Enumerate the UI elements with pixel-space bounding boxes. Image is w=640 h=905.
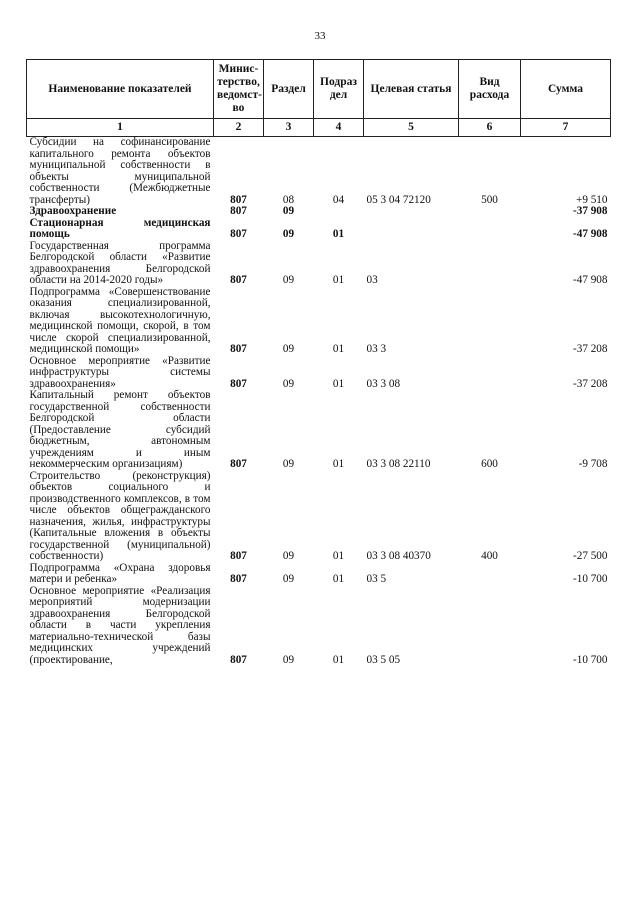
subsection-code: 01 (332, 550, 345, 562)
header-row (27, 60, 611, 119)
indicator-name: Субсидии на софинансирование капитального ремонта объектов муниципальной собственности в объекты муниципальной собственности (Межбюджетные трансферты) (29, 136, 211, 206)
page-number: 33 (314, 30, 326, 42)
subsection-code: 01 (332, 377, 345, 390)
expense-type (459, 563, 521, 586)
header-sum: Сумма (521, 60, 611, 119)
target-article: 03 3 08 (366, 377, 401, 390)
expense-type (459, 218, 521, 241)
indicator-name: Основное мероприятие «Развитие инфраструктуры системы здравоохранения» (29, 354, 211, 390)
ministry-code: 807 (230, 653, 247, 666)
section-code: 09 (282, 458, 295, 470)
indicator-name: Строительство (реконструкция) объектов социального и производственного комплексов, в том числе объектов общегражданского назначения, жилья, инфраструктуры (Капитальные вложения в объекты государственной (муниципальной) собственности) (29, 469, 211, 562)
ministry-code: 807 (230, 573, 247, 585)
sum-value: -37 208 (573, 343, 608, 355)
expense-type: 400 (481, 550, 498, 562)
target-article (364, 218, 459, 241)
column-number: 4 (314, 119, 364, 137)
sum-value: -27 500 (573, 550, 608, 562)
section-code: 09 (282, 343, 295, 355)
expense-type (459, 206, 521, 218)
indicator-name: Стационарная медицинская помощь (29, 216, 211, 240)
section-code: 09 (282, 205, 295, 217)
subsection-code: 01 (332, 653, 345, 666)
budget-table (26, 59, 611, 666)
sum-value: -47 908 (573, 274, 608, 286)
column-number: 7 (521, 119, 611, 137)
column-number: 1 (27, 119, 214, 137)
sum-value: +9 510 (576, 193, 608, 206)
ministry-code: 807 (230, 458, 247, 470)
sum-value: -10 700 (573, 573, 608, 585)
column-number: 2 (214, 119, 264, 137)
table-row (27, 586, 611, 667)
sum-value: -37 908 (573, 205, 608, 217)
section-code: 08 (282, 193, 295, 206)
indicator-name: Капитальный ремонт объектов государственной собственности Белгородской области (Предоставление субсидий бюджетным, автономным учреждениям и иным некоммерческим организациям) (29, 389, 211, 470)
ministry-code: 807 (230, 193, 247, 206)
expense-type (459, 241, 521, 287)
header-ministry: Минис-терство, ведомст-во (214, 60, 264, 119)
column-number: 5 (364, 119, 459, 137)
header-section: Раздел (264, 60, 314, 119)
table-row (27, 241, 611, 287)
expense-type: 600 (481, 458, 498, 470)
target-article: 03 (366, 274, 378, 286)
ministry-code: 807 (230, 377, 247, 390)
indicator-name: Здравоохранение (29, 205, 117, 217)
subsection-code: 01 (332, 343, 345, 355)
table-row (27, 356, 611, 391)
section-code: 09 (282, 573, 295, 585)
subsection-code: 01 (332, 274, 345, 286)
target-article: 05 3 04 72120 (366, 193, 431, 206)
section-code: 09 (282, 228, 295, 240)
table-row (27, 563, 611, 586)
section-code: 09 (282, 377, 295, 390)
expense-type (459, 287, 521, 356)
sum-value: -47 908 (573, 228, 608, 240)
target-article: 03 3 08 40370 (366, 550, 431, 562)
header-expense-type: Вид расхода (459, 60, 521, 119)
subsection-code: 04 (332, 193, 345, 206)
subsection-code: 01 (332, 228, 345, 240)
subsection-code: 01 (332, 458, 345, 470)
table-row (27, 137, 611, 207)
sum-value: -9 708 (578, 458, 608, 470)
indicator-name: Основное мероприятие «Реализация мероприятий модернизации здравоохранения Белгородской области в части укрепления материально-технической базы медицинских учреждений (проектирование, (29, 584, 211, 666)
column-number: 6 (459, 119, 521, 137)
section-code: 09 (282, 550, 295, 562)
target-article: 03 5 05 (366, 653, 401, 666)
table-row (27, 390, 611, 471)
column-number: 3 (264, 119, 314, 137)
expense-type (459, 356, 521, 391)
header-target-article: Целевая статья (364, 60, 459, 119)
target-article: 03 3 08 22110 (366, 458, 431, 470)
header-indicator-name: Наименование показателей (27, 60, 214, 119)
subsection-code: 01 (332, 573, 345, 585)
header-subsection: Подраз дел (314, 60, 364, 119)
ministry-code: 807 (230, 274, 247, 286)
ministry-code: 807 (230, 228, 247, 240)
target-article: 03 5 (366, 573, 387, 585)
table-row (27, 206, 611, 218)
ministry-code: 807 (230, 343, 247, 355)
table-row (27, 471, 611, 563)
table-row (27, 218, 611, 241)
target-article (364, 206, 459, 218)
section-code: 09 (282, 653, 295, 666)
indicator-name: Подпрограмма «Охрана здоровья матери и ребенка» (29, 561, 211, 585)
section-code: 09 (282, 274, 295, 286)
column-number-row (27, 119, 611, 137)
expense-type (459, 586, 521, 667)
ministry-code: 807 (230, 205, 247, 217)
sum-value: -37 208 (573, 377, 608, 390)
table-row (27, 287, 611, 356)
indicator-name: Подпрограмма «Совершенствование оказания специализированной, включая высокотехнологичную, медицинской помощи, скорой, в том числе скорой специализированной, медицинской помощи» (29, 285, 211, 355)
target-article: 03 3 (366, 343, 387, 355)
sum-value: -10 700 (573, 653, 608, 666)
expense-type: 500 (481, 193, 498, 206)
indicator-name: Государственная программа Белгородской области «Развитие здравоохранения Белгородской области на 2014-2020 годы» (29, 239, 211, 286)
subsection-code (314, 206, 364, 218)
ministry-code: 807 (230, 550, 247, 562)
